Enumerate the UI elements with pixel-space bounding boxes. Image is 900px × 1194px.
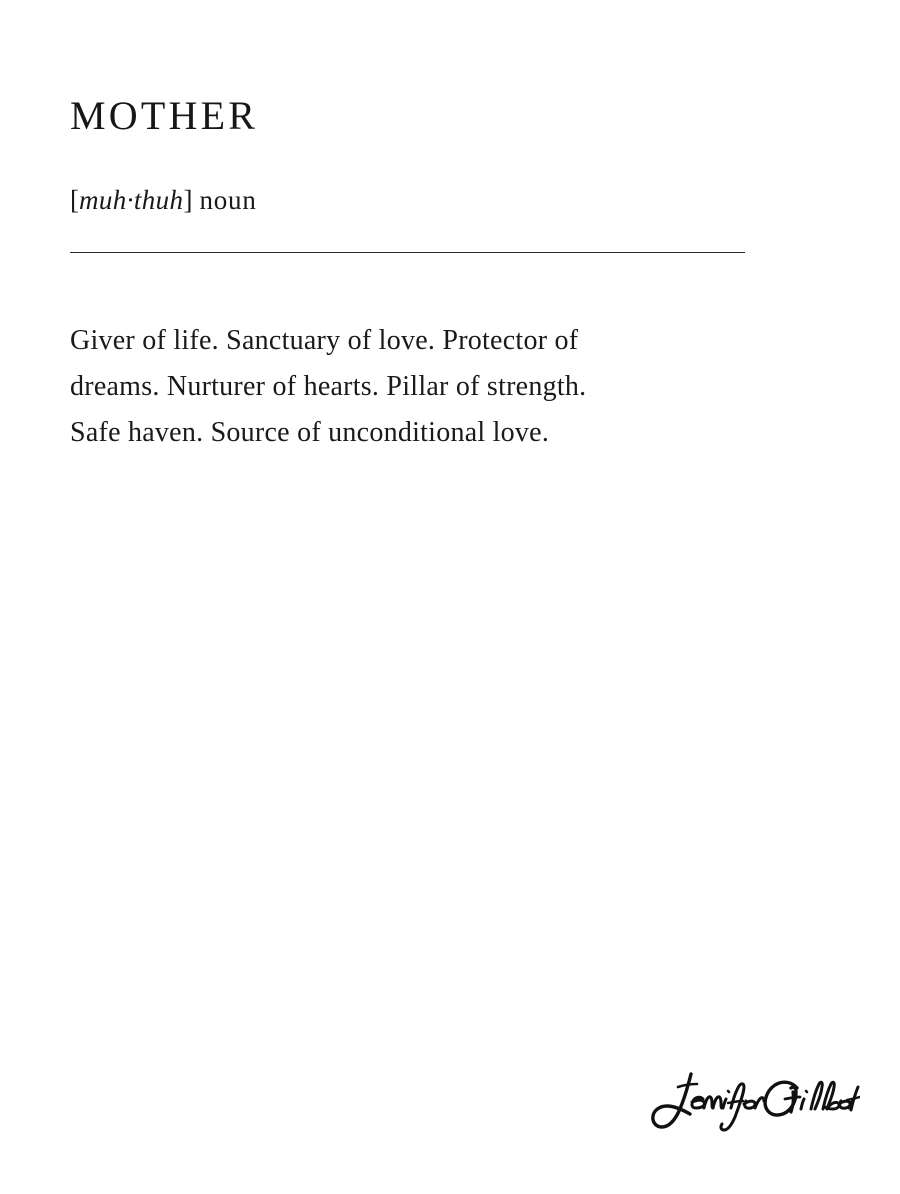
horizontal-divider <box>70 252 745 253</box>
pronunciation-open-bracket: [ <box>70 185 79 215</box>
page-title: MOTHER <box>70 93 259 138</box>
signature <box>645 1066 860 1141</box>
pronunciation-close-bracket: ] <box>183 185 193 215</box>
definition-line: Giver of life. Sanctuary of love. Protector of <box>70 325 579 356</box>
definition-line: Safe haven. Source of unconditional love. <box>70 417 550 448</box>
definition-line: dreams. Nurturer of hearts. Pillar of strength. <box>70 371 587 402</box>
definition-body <box>70 318 770 456</box>
pronunciation-phonetic: muh·thuh <box>79 185 184 215</box>
signature-icon <box>645 1066 860 1141</box>
pronunciation-line <box>70 183 257 217</box>
part-of-speech: noun <box>199 185 257 215</box>
